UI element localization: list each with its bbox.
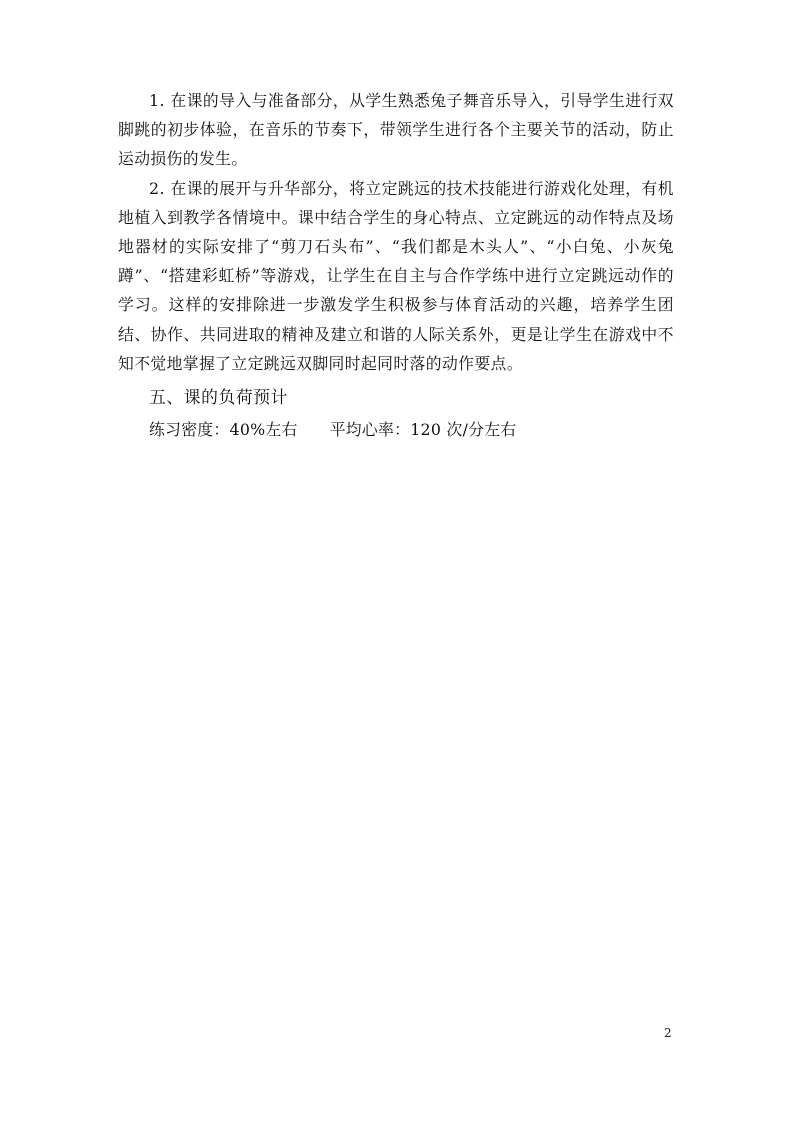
- paragraph-intro-warmup: 1. 在课的导入与准备部分，从学生熟悉兔子舞音乐导入，引导学生进行双脚跳的初步体验，在音乐的节奏下，带领学生进行各个主要关节的活动，防止运动损伤的发生。: [118, 91, 674, 169]
- page-body: [118, 86, 674, 444]
- section-heading-load-estimate: 五、课的负荷预计: [149, 387, 289, 408]
- paragraph-development-games: 2. 在课的展开与升华部分，将立定跳远的技术技能进行游戏化处理，有机地植入到教学各情境中。课中结合学生的身心特点、立定跳远的动作特点及场地器材的实际安排了“剪刀石头布”、“我们都是木头人”、“小白兔、小灰兔蹲”、“搭建彩虹桥”等游戏，让学生在自主与合作学练中进行立定跳远动作的学习。这样的安排除进一步激发学生积极参与体育活动的兴趣，培养学生团结、协作、共同进取的精神及建立和谐的人际关系外，更是让学生在游戏中不知不觉地掌握了立定跳远双脚同时起同时落的动作要点。: [118, 178, 674, 373]
- average-heart-rate-text: 平均心率：120 次/分左右: [329, 420, 517, 440]
- load-estimate-line: [118, 415, 674, 444]
- page-number: 2: [664, 1026, 672, 1040]
- practice-density-text: 练习密度：40%左右: [149, 420, 298, 440]
